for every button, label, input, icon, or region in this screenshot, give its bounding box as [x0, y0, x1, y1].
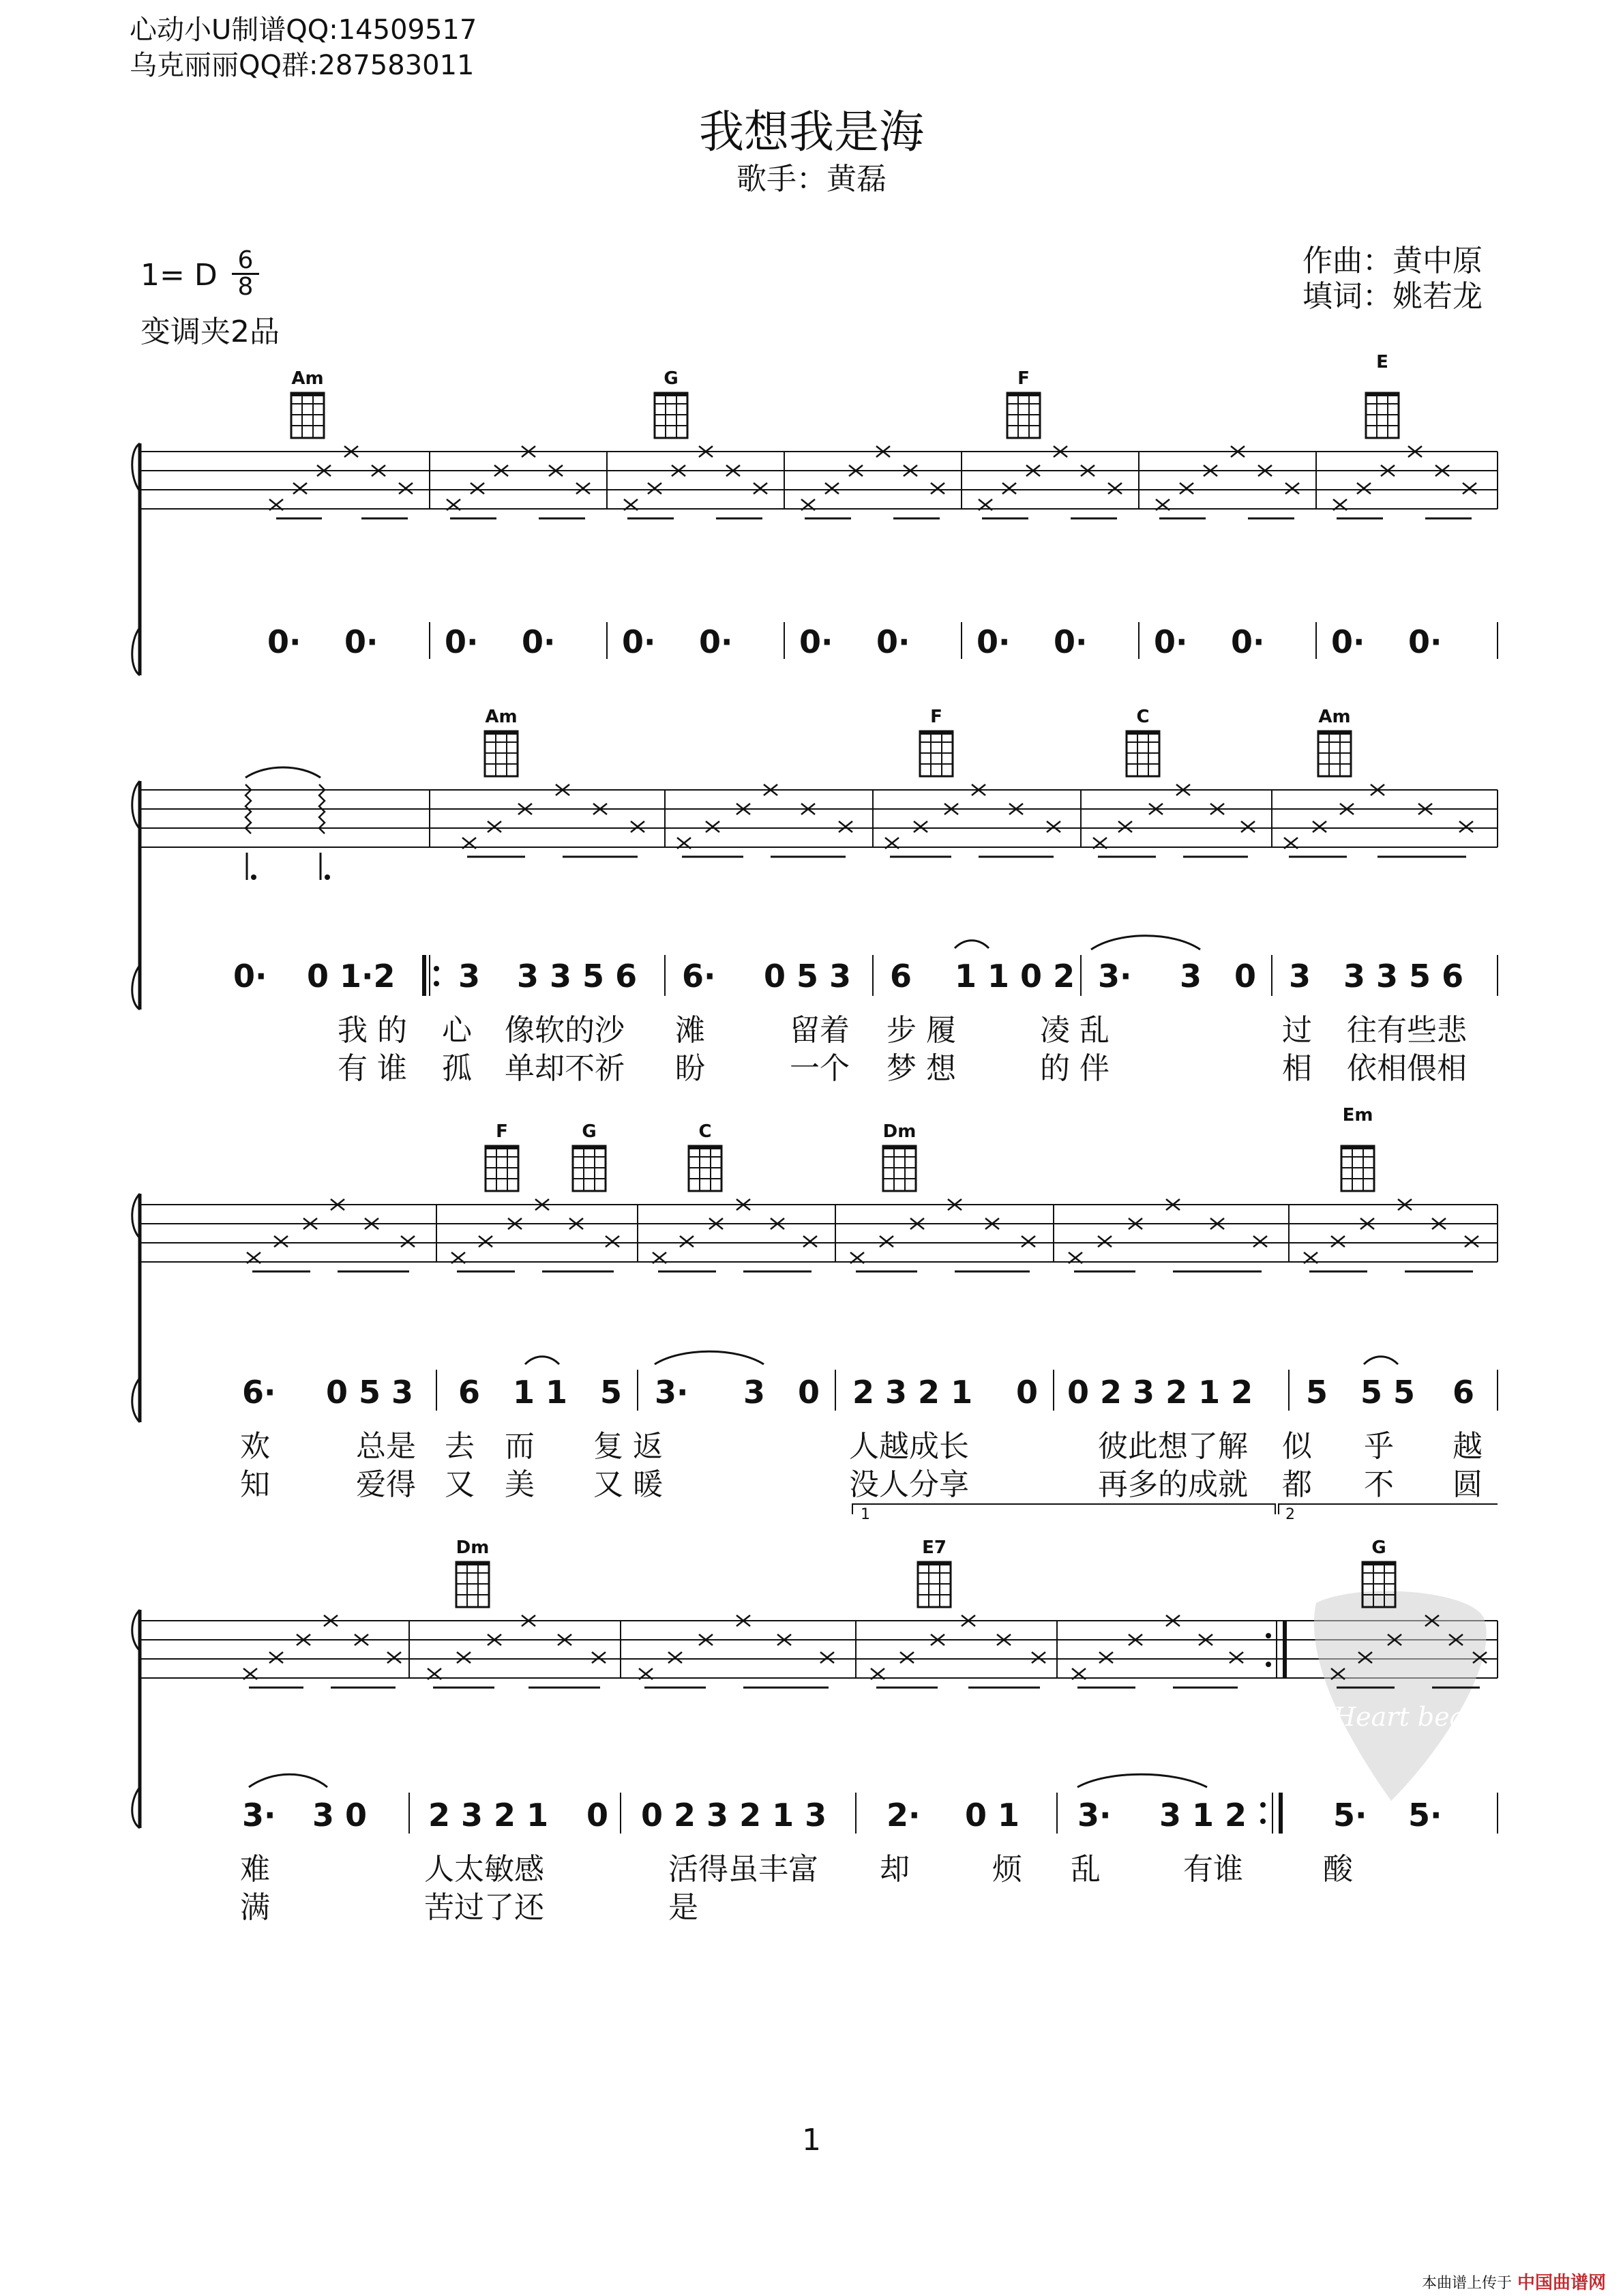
lyric-v1: 越 [1453, 1429, 1483, 1464]
chord-label-f: F [496, 1121, 508, 1142]
lyric-v2: 有 谁 [338, 1051, 407, 1086]
note: 1 1 0 2 [955, 958, 1075, 995]
lyric-v1: 烦 [992, 1852, 1022, 1887]
note: 3 [1180, 958, 1202, 995]
footer-upload-note: 本曲谱上传于 [1422, 2275, 1513, 2292]
chord-diagram-am-3 [1318, 731, 1351, 776]
lyric-v2: 知 [240, 1467, 270, 1502]
lyric-v1: 却 [880, 1852, 910, 1887]
note: 3 1 2 [1159, 1797, 1247, 1834]
note: 0· [233, 958, 267, 995]
note: 0· [445, 623, 479, 660]
lyric-v1: 活得虽丰富 [668, 1852, 818, 1887]
note: 0· [267, 623, 301, 660]
watermark-text: Heart beat [1333, 1702, 1476, 1732]
chord-label-dm: Dm [456, 1537, 490, 1558]
lyric-v1: 往有些悲 [1347, 1013, 1467, 1048]
note: 0· [344, 623, 378, 660]
note: 6 [1453, 1374, 1475, 1411]
lyric-v1: 滩 [675, 1013, 705, 1048]
chord-label-g: G [1371, 1537, 1386, 1558]
lyric-v2: 苦过了还 [424, 1890, 544, 1925]
song-title: 我想我是海 [699, 106, 924, 158]
chord-label-f: F [1017, 368, 1030, 389]
note: 2 3 2 1 [852, 1374, 973, 1411]
note: 0 1·2 [307, 958, 396, 995]
chord-diagram-am-2 [485, 731, 518, 776]
lyric-v1: 乱 [1071, 1852, 1101, 1887]
chord-diagram-e7-1 [918, 1562, 951, 1607]
note: 3· [1098, 958, 1132, 995]
volta-1-label: 1 [861, 1506, 870, 1523]
note: 0· [1154, 623, 1188, 660]
chord-label-am: Am [291, 368, 324, 389]
note: 2 3 2 1 [428, 1797, 549, 1834]
lyric-v1: 人太敏感 [424, 1852, 544, 1887]
chord-diagram-dm-1 [883, 1146, 916, 1191]
note: 5 [600, 1374, 623, 1411]
system-1-strum-marks [269, 446, 1476, 510]
note: 5 5 [1360, 1374, 1416, 1411]
note: 0 [586, 1797, 609, 1834]
system-2-strum-marks [462, 784, 1473, 849]
lyric-v1: 彼此想了解 [1098, 1429, 1248, 1464]
lyric-v1: 凌 乱 [1040, 1013, 1110, 1048]
lyric-v2: 依相偎相 [1347, 1051, 1467, 1086]
singer: 歌手：黄磊 [736, 162, 887, 196]
lyric-v2: 又 暖 [593, 1467, 663, 1502]
note: 0 [1016, 1374, 1039, 1411]
note: 5· [1408, 1797, 1442, 1834]
page-number: 1 [802, 2123, 821, 2158]
chord-diagram-c-2 [1127, 731, 1159, 776]
chord-label-am: Am [1318, 707, 1351, 727]
note: 0· [1408, 623, 1442, 660]
note: 3 [1289, 958, 1311, 995]
lyric-v2: 满 [240, 1890, 270, 1925]
lyric-v1: 有谁 [1183, 1852, 1243, 1887]
note: 0 2 3 2 1 2 [1067, 1374, 1253, 1411]
note: 3 [743, 1374, 766, 1411]
volta-1-bracket [852, 1504, 1275, 1514]
note: 0 2 3 2 1 3 [641, 1797, 827, 1834]
note: 0· [977, 623, 1011, 660]
chord-diagram-c-3 [689, 1146, 721, 1191]
chord-diagram-g-2 [573, 1146, 606, 1191]
note: 5 [1306, 1374, 1328, 1411]
note: 0 [798, 1374, 820, 1411]
note: 6 [458, 1374, 481, 1411]
note: 0· [699, 623, 733, 660]
lyric-v2: 圆 [1453, 1467, 1483, 1502]
lyricist: 填词：姚若龙 [1302, 279, 1483, 314]
lyric-v1: 难 [240, 1852, 270, 1887]
note: 0· [622, 623, 656, 660]
note: 3· [1077, 1797, 1112, 1834]
chord-diagram-f-2 [920, 731, 953, 776]
lyric-v1: 复 返 [593, 1429, 663, 1464]
note: 6· [682, 958, 716, 995]
note: 0· [799, 623, 833, 660]
chord-diagram-e-1 [1366, 393, 1399, 438]
system-4 [132, 1562, 1498, 1834]
footer-site-logo[interactable]: 中国曲谱网 [1517, 2273, 1607, 2293]
lyric-v1: 过 [1282, 1013, 1312, 1048]
chord-label-g: G [582, 1121, 597, 1142]
chord-diagram-am-1 [291, 393, 324, 438]
note: 0 [1234, 958, 1257, 995]
lyric-v2: 相 [1282, 1051, 1312, 1086]
time-top: 6 [237, 246, 254, 274]
note: 2· [887, 1797, 921, 1834]
lyric-v2: 梦 想 [887, 1051, 956, 1086]
chord-diagram-f-1 [1007, 393, 1040, 438]
time-bottom: 8 [232, 273, 259, 299]
group-qq-line: 乌克丽丽QQ群:287583011 [130, 50, 475, 81]
chord-diagram-em-1 [1341, 1146, 1374, 1191]
note: 0· [1054, 623, 1088, 660]
lyric-v1: 酸 [1323, 1852, 1353, 1887]
system-4-strum-marks [243, 1615, 1487, 1679]
note: 3 3 5 6 [1343, 958, 1464, 995]
note: 0 5 3 [764, 958, 852, 995]
note: 3 3 5 6 [517, 958, 638, 995]
note: 0 1 [965, 1797, 1020, 1834]
lyric-v2: 单却不祈 [505, 1051, 625, 1086]
lyric-v1: 总是 [356, 1429, 416, 1464]
chord-label-c: C [1136, 707, 1150, 727]
key-signature: 1= D [140, 258, 218, 293]
lyric-v1: 心 [442, 1013, 472, 1048]
heartbeat-pick-watermark [1314, 1591, 1487, 1801]
lyric-v1: 而 [505, 1429, 535, 1464]
lyric-v1: 去 [445, 1429, 475, 1464]
lyric-v1: 乎 [1364, 1429, 1394, 1464]
lyric-v1: 人越成长 [849, 1429, 969, 1464]
chord-label-dm: Dm [882, 1121, 917, 1142]
volta-2-label: 2 [1285, 1506, 1295, 1523]
author-qq-line: 心动小U制谱QQ:14509517 [130, 14, 477, 46]
lyric-v2: 没人分享 [849, 1467, 969, 1502]
lyric-v2: 一个 [790, 1051, 850, 1086]
lyric-v2: 又 [445, 1467, 475, 1502]
lyric-v2: 再多的成就 [1098, 1467, 1248, 1502]
lyric-v2: 爱得 [356, 1467, 416, 1502]
note: 0 5 3 [326, 1374, 414, 1411]
chord-label-e7: E7 [922, 1537, 947, 1558]
note: 3 0 [312, 1797, 368, 1834]
note: 3· [242, 1797, 276, 1834]
lyric-v2: 美 [505, 1467, 535, 1502]
note: 3 [458, 958, 481, 995]
note: 5· [1333, 1797, 1367, 1834]
lyric-v1: 似 [1282, 1429, 1312, 1464]
volta-2-bracket [1279, 1504, 1498, 1514]
lyric-v2: 都 [1282, 1467, 1312, 1502]
lyric-v2: 不 [1364, 1467, 1394, 1502]
chord-label-am: Am [485, 707, 518, 727]
note: 1 1 [513, 1374, 568, 1411]
note: 0· [1231, 623, 1265, 660]
note: 6 [890, 958, 912, 995]
lyric-v1: 欢 [240, 1429, 270, 1464]
system-3-strum-marks [247, 1199, 1478, 1263]
note: 3· [655, 1374, 689, 1411]
lyric-v1: 像软的沙 [505, 1013, 625, 1048]
chord-diagram-f-3 [486, 1146, 518, 1191]
chord-diagram-g-1 [655, 393, 687, 438]
chord-label-f: F [930, 707, 942, 727]
chord-label-em: Em [1342, 1105, 1373, 1125]
lyric-v1: 我 的 [338, 1013, 407, 1048]
chord-label-e: E [1376, 352, 1388, 372]
capo: 变调夹2品 [140, 314, 280, 349]
lyric-v1: 步 履 [887, 1013, 956, 1048]
lyric-v2: 孤 [442, 1051, 472, 1086]
chord-label-c: C [698, 1121, 712, 1142]
note: 0· [1331, 623, 1365, 660]
lyric-v1: 留着 [790, 1013, 850, 1048]
note: 0· [876, 623, 910, 660]
lyric-v2: 盼 [675, 1051, 705, 1086]
lyric-v2: 是 [668, 1890, 698, 1925]
note: 6· [242, 1374, 276, 1411]
note: 0· [522, 623, 556, 660]
chord-label-g: G [664, 368, 679, 389]
chord-diagram-dm-2 [456, 1562, 489, 1607]
composer: 作曲：黄中原 [1302, 244, 1483, 278]
lyric-v2: 的 伴 [1040, 1051, 1110, 1086]
